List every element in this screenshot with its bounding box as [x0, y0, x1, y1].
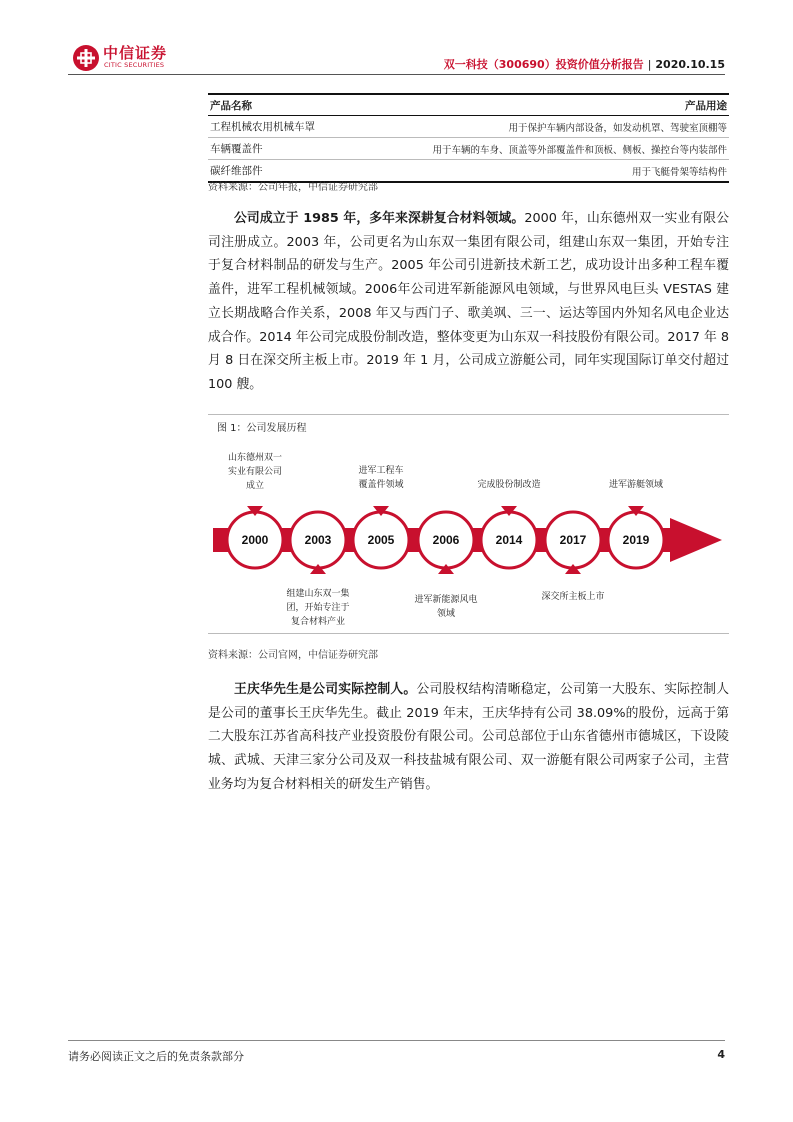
year-label: 2005 — [367, 533, 395, 547]
footer-disclaimer: 请务必阅读正文之后的免责条款部分 — [68, 1050, 244, 1063]
milestone-note: 进军工程车 — [358, 466, 404, 476]
table-row — [208, 138, 729, 160]
table-row — [208, 116, 729, 138]
milestone-note: 覆盖件领域 — [358, 480, 404, 490]
table-header-use: 产品用途 — [685, 99, 727, 112]
table-cell: 碳纤维部件 — [210, 165, 263, 177]
year-label: 2017 — [559, 533, 587, 547]
paragraph-lead: 公司成立于 1985 年，多年来深耕复合材料领域。 — [234, 211, 525, 226]
year-label: 2006 — [432, 533, 460, 547]
milestone-note: 进军新能源风电 — [414, 595, 478, 605]
milestone-note: 团，开始专注于 — [286, 603, 350, 613]
year-label: 2000 — [241, 533, 269, 547]
milestone-note: 成立 — [245, 481, 265, 491]
milestone-note: 深交所主板上市 — [541, 592, 605, 602]
table-cell: 车辆覆盖件 — [210, 143, 263, 155]
report-header — [444, 56, 725, 72]
milestone-note: 实业有限公司 — [227, 467, 283, 477]
paragraph-controller — [208, 678, 729, 797]
year-label: 2003 — [304, 533, 332, 547]
year-label: 2014 — [495, 533, 523, 547]
header-separator: | — [647, 58, 652, 71]
milestone-note: 复合材料产业 — [290, 617, 346, 627]
table-cell: 用于飞艇骨架等结构件 — [631, 166, 727, 178]
report-title: 双一科技（300690）投资价值分析报告 — [443, 58, 644, 71]
paragraph-body: 公司股权结构清晰稳定，公司第一大股东、实际控制人是公司的董事长王庆华先生。截止 2019 年末，王庆华持有公司 38.09%的股份，远高于第二大股东江苏省高科技产业投资股份有限公司。公司总部位于山东省德州市德城区，下设陵城、武城、天津三家分公司及双一科技盐城有限公司、双一游艇有限公司两家子公司，主营业务均为复合材料相关的研发生产销售。 — [208, 682, 730, 792]
logo-text-cn: 中信证券 — [103, 44, 168, 62]
table-header — [208, 93, 729, 116]
figure-top-rule — [208, 414, 729, 415]
logo-text-en: CITIC SECURITIES — [104, 61, 165, 69]
milestone-note: 进军游艇领域 — [608, 480, 664, 490]
report-date: 2020.10.15 — [655, 58, 725, 71]
milestone-note: 领域 — [436, 609, 456, 619]
milestone-note: 山东德州双一 — [227, 453, 283, 463]
paragraph-lead: 王庆华先生是公司实际控制人。 — [234, 682, 417, 697]
header-divider — [68, 74, 725, 75]
footer-divider — [68, 1040, 725, 1041]
milestone-note: 组建山东双一集 — [286, 589, 350, 599]
table-cell: 用于车辆的车身、顶盖等外部覆盖件和顶板、侧板、操控台等内装部件 — [432, 144, 727, 156]
citic-logo-icon — [72, 44, 100, 72]
timeline-chart — [208, 436, 729, 631]
figure-title: 图 1：公司发展历程 — [217, 423, 307, 434]
milestone-note: 完成股份制改造 — [477, 480, 541, 490]
timeline-arrowhead — [670, 518, 722, 562]
paragraph-body: 2000 年，山东德州双一实业有限公司注册成立。2003 年，公司更名为山东双一集团有限公司，组建山东双一集团，开始专注于复合材料制品的研发与生产。2005 年公司引进新技术新工艺，成功设计出多种工程车覆盖件，进军工程机械领域。2006年公司进军新能源风电领域，与世界风电巨头 VESTAS 建立长期战略合作关系，2008 年又与西门子、歌美飒、三一、运达等国内外知名风电企业达成合作。2014 年公司完成股份制改造，整体变更为山东双一科技股份有限公司。2017 年 8 月 8 日在深交所主板上市。2019 年 1 月，公司成立游艇公司，同年实现国际订单交付超过 100 艘。 — [208, 211, 729, 392]
table-cell: 用于保护车辆内部设备，如发动机罩、驾驶室顶棚等 — [508, 122, 727, 134]
figure-bottom-rule — [208, 633, 729, 634]
product-table — [208, 93, 729, 183]
page-number: 4 — [717, 1048, 725, 1061]
year-label: 2019 — [622, 533, 650, 547]
figure-source: 资料来源：公司官网，中信证券研究部 — [208, 650, 378, 661]
paragraph-history — [208, 207, 729, 397]
table-cell: 工程机械农用机械车罩 — [210, 121, 315, 133]
table-header-name: 产品名称 — [210, 99, 252, 112]
table-source: 资料来源：公司年报，中信证券研究部 — [208, 182, 378, 193]
